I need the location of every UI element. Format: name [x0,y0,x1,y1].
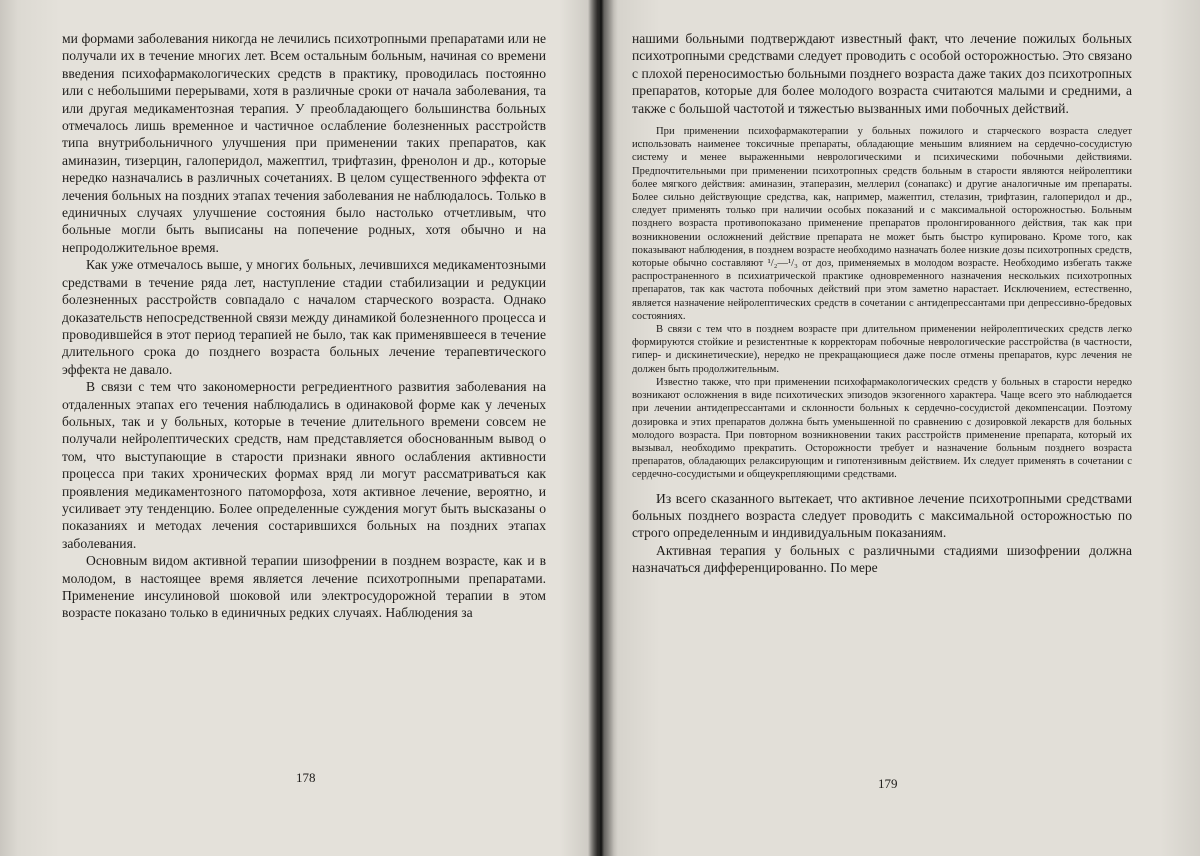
left-page [0,0,598,856]
paragraph: Основным видом активной терапии шизофрении в позднем возрасте, как и в молодом, в настоящее время является лечение психотропными препаратами. Применение инсулиновой шоковой или электросудорожной терапии в этом возрасте показано только в единичных редких случаях. Наблюдения за [62,553,546,621]
paragraph: Из всего сказанного вытекает, что активное лечение психотропными средствами больных позднего возраста следует проводить с максимальной осторожностью по строго определенным и индивидуальным показаниям. [632,490,1132,541]
paragraph: нашими больными подтверждают известный факт, что лечение пожилых больных психотропными средствами следует проводить с особой осторожностью. Это связано с плохой переносимостью больными позднего возраста даже таких доз психотропных препаратов, которые для более молодого возраста считаются малыми и средними, а также с большой частотой и тяжестью вызванных ими побочных действий. [632,31,1132,116]
right-page-text [632,30,1132,577]
small-print-paragraph: В связи с тем что в позднем возрасте при длительном применении нейролептических средств легко формируются стойкие и резистентные к корректорам побочные неврологические расстройства (в частности, гипер- и дискинетические), нередко не прекращающиеся даже после отмены препаратов, курс лечения не должен быть продолжительным. [632,324,1132,375]
small-print-paragraph: При применении психофармакотерапии у больных пожилого и старческого возраста следует использовать наименее токсичные препараты, обладающие меньшим влиянием на сердечно-сосудистую систему и менее выраженными неврологическими и психическими побочными действиями. Предпочтительными при применении психотропных средств больным в старости являются нейролептики более мягкого действия: аминазин, этаперазин, меллерил (сонапакс) и другие аналогичные им препараты. Более сильно действующие средства, как, например, мажептил, стелазин, трифтазин, галоперидол и др., следует применять только при наличии особых показаний и с максимальной осторожностью. Больным позднего возраста противопоказано применение препаратов пролонгированного действия, так как при возникновении осложнений действие препарата не может быть быстро купировано. Кроме того, как показывают наблюдения, в позднем возрасте необходимо назначать более низкие дозы психотропных средств, которые обычно составляют ¹/₂—¹/₃ от доз, применяемых в молодом возрасте. Необходимо избегать также распространенного в психиатрической практике одновременного назначения нескольких психотропных препаратов, так как частота побочных действий при этом заметно нарастает. Исключением, естественно, является назначение нейролептических средств в сочетании с антидепрессантами при депрессивно-бредовых состояниях. [632,126,1132,322]
paragraph: ми формами заболевания никогда не лечились психотропными препаратами или не получали их в течение многих лет. Всем остальным больным, начиная со времени введения психофармакологических средств в практику, проводилась постоянно или с небольшими перерывами, хотя в различные сроки от начала заболевания, та или другая медикаментозная терапия. У преобладающего большинства больных отмечалось лишь временное и частичное ослабление болезненных расстройств типа внутрибольничного улучшения при применении таких препаратов, как аминазин, тизерцин, галоперидол, мажептил, трифтазин, френолон и др., которые нередко назначались в различных сочетаниях. В целом существенного эффекта от лечения больных на поздних этапах течения заболевания не наблюдалось. Только в единичных случаях улучшение состояния было настолько отчетливым, что больные могли быть выписаны на попечение родных, хотя обычно и на непродолжительное время. [62,31,546,255]
right-page [602,0,1200,856]
paragraph: Как уже отмечалось выше, у многих больных, лечившихся медикаментозными средствами в течение ряда лет, наступление стадии стабилизации и редукции болезненных расстройств совпадало с началом старческого возраста. Однако доказательств непосредственной связи между динамикой болезненного процесса и проводившейся в этот период терапией не было, так как применявшееся в течение длительного срока до позднего возраста больных лечение терапевтического эффекта не давало. [62,257,546,377]
page-number: 178 [296,770,316,785]
left-page-text [62,30,546,622]
spacer [632,482,1132,490]
paragraph: Активная терапия у больных с различными стадиями шизофрении должна назначаться дифференцированно. По мере [632,542,1132,576]
page-number: 179 [878,776,898,791]
small-print-paragraph: Известно также, что при применении психофармакологических средств у больных в старости нередко возникают осложнения в виде психотических эпизодов экзогенного характера. Чаще всего это наблюдается при лечении антидепрессантами и склонности больных к сердечно-сосудистой декомпенсации. Поэтому дозировка и этих препаратов должна быть уменьшенной по сравнению с дозировкой лекарств для больных молодого возраста. При повторном возникновении таких расстройств применение препарата, который их вызывал, необходимо прекратить. Осторожности требует и назначение больным позднего возраста препаратов, обладающих релаксирующим и гипотензивным действием. Их следует применять в сочетании с сердечно-сосудистыми и общеукрепляющими средствами. [632,376,1132,481]
spacer [632,117,1132,125]
paragraph: В связи с тем что закономерности регредиентного развития заболевания на отдаленных этапах его течения наблюдались в одинаковой форме как у леченых больных, так и у больных, которые в течение длительного времени совсем не получали нейролептических средств, нам представляется обоснованным вывод о том, что выступающие в старости признаки явного ослабления активности процесса при таких хронических формах вряд ли могут рассматриваться как проявления медикаментозного патоморфоза, хотя активное лечение, вероятно, и усиливает эту тенденцию. Более определенные суждения могут быть высказаны о показаниях и методах лечения состарившихся больных на поздних этапах заболевания. [62,379,546,551]
